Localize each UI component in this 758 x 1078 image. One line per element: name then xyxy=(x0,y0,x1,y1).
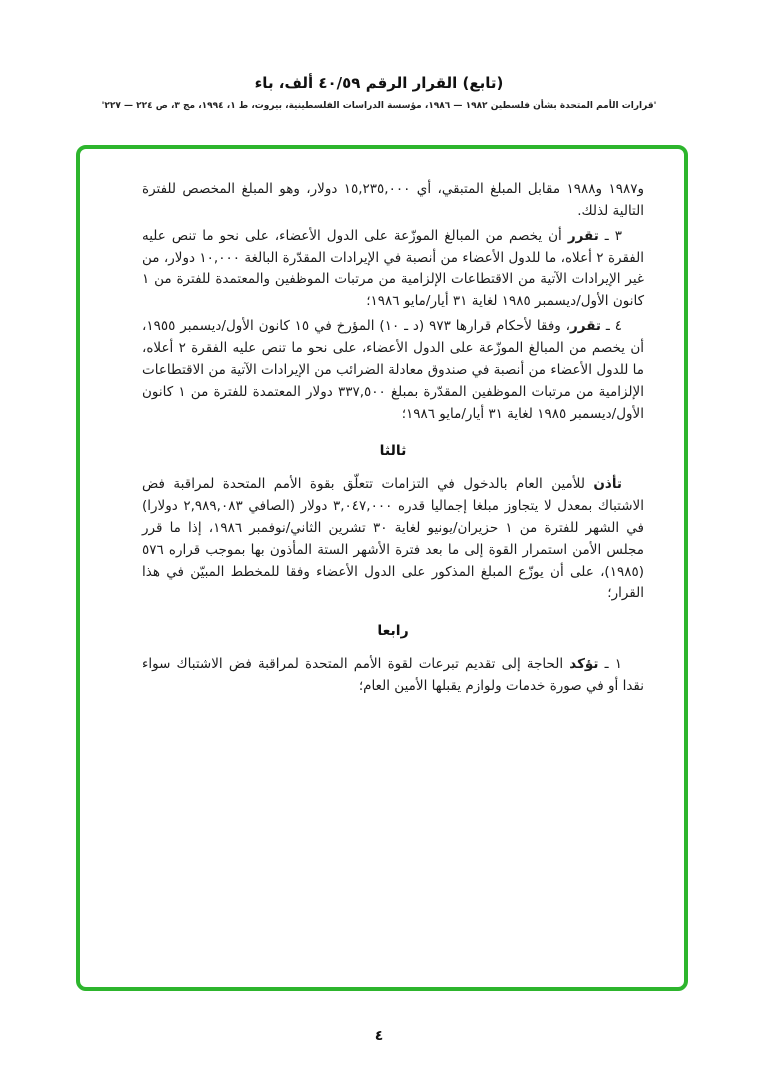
page-number: ٤ xyxy=(374,1028,384,1044)
clause-verb: تقرر xyxy=(570,318,601,335)
paragraph-text: الحاجة إلى تقديم تبرعات لقوة الأمم المتحدة لمراقبة فض الاشتباك سواء نقدا أو في صورة خدمات ولوازم يقبلها الأمين العام؛ xyxy=(142,655,644,694)
document-title: (تابع) القرار الرقم ٤٠/٥٩ ألف، باء xyxy=(254,74,504,92)
paragraph-clause-4 xyxy=(142,316,644,425)
paragraph-continuation xyxy=(142,179,644,223)
clause-verb: تأذن xyxy=(593,476,622,493)
section-heading-third: ثالثا xyxy=(379,443,407,460)
clause-number: ٤ ـ xyxy=(601,318,622,335)
page-header xyxy=(0,74,758,111)
clause-verb: تؤكد xyxy=(569,655,599,672)
clause-verb: تقرر xyxy=(567,227,599,244)
section-heading-fourth: رابعا xyxy=(377,623,409,640)
paragraph-section-third xyxy=(142,474,644,605)
content-frame xyxy=(76,145,688,991)
paragraph-text: للأمين العام بالدخول في التزامات تتعلّق بقوة الأمم المتحدة لمراقبة فض الاشتباك بمعدل لا يتجاوز مبلغا إجماليا قدره ٣,٠٤٧,٠٠٠ دولار (الصافي ٢,٩٨٩,٠٨٣ دولارا) في الشهر للفترة من ١ حزيران/يونيو لغاية ٣٠ تشرين الثاني/نوفمبر ١٩٨٦، إذا ما قرر مجلس الأمن استمرار القوة إلى ما بعد فترة الأشهر الستة المأذون بها بموجب قراره ٥٧٦ (١٩٨٥)، على أن يوزّع المبلغ المذكور على الدول الأعضاء وفقا للمخطط المبيّن في هذا القرار؛ xyxy=(142,476,645,602)
paragraph-text: أن يخصم من المبالغ الموزّعة على الدول الأعضاء، على نحو ما تنص عليه الفقرة ٢ أعلاه، ما للدول الأعضاء من أنصبة في الإيرادات المقدّرة البالغة ١٠,٠٠٠ دولار، من غير الإيرادات الآتية من الاقتطاعات الإلزامية من مرتبات الموظفين والمعتمدة للفترة من ١ كانون الأول/ديسمبر ١٩٨٥ لغاية ٣١ أيار/مايو ١٩٨٦؛ xyxy=(142,227,644,310)
document-body xyxy=(142,179,644,698)
paragraph-text: ، وفقا لأحكام قرارها ٩٧٣ (د ـ ١٠) المؤرخ في ١٥ كانون الأول/ديسمبر ١٩٥٥، أن يخصم من المبالغ الموزّعة على الدول الأعضاء، على نحو ما تنص عليه الفقرة ٢ أعلاه، ما للدول الأعضاء من أنصبة في صندوق معادلة الضرائب من الإيرادات الآتية من الاقتطاعات الإلزامية من مرتبات الموظفين المقدّرة بمبلغ ٣٣٧,٥٠٠ دولار المعتمدة للفترة من ١ كانون الأول/ديسمبر ١٩٨٥ لغاية ٣١ أيار/مايو ١٩٨٦؛ xyxy=(142,318,644,422)
document-source-citation: 'قرارات الأمم المتحدة بشأن فلسطين ١٩٨٢ — ١٩٨٦، مؤسسة الدراسات الفلسطينية، بيروت، ط ١، ١٩٩٤، مج ٣، ص ٢٢٤ — ٢٢٧' xyxy=(101,101,657,111)
clause-number: ٣ ـ xyxy=(598,227,623,244)
clause-number: ١ ـ xyxy=(598,655,622,672)
paragraph-text: و١٩٨٧ و١٩٨٨ مقابل المبلغ المتبقي، أي ١٥,٢٣٥,٠٠٠ دولار، وهو المبلغ المخصص للفترة التالية لذلك. xyxy=(142,181,644,219)
paragraph-section-fourth xyxy=(142,654,644,698)
paragraph-clause-3 xyxy=(142,226,644,313)
